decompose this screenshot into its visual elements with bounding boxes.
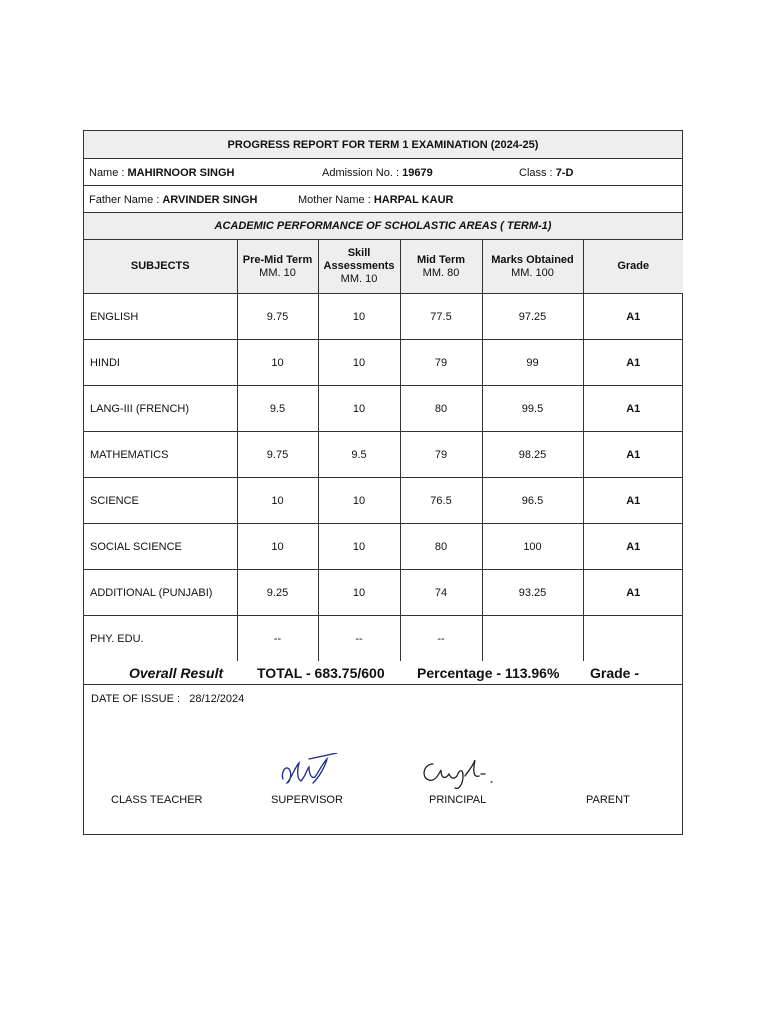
skill-cell: 10	[318, 478, 400, 524]
marks-cell: 98.25	[482, 432, 583, 478]
mid-cell: 76.5	[400, 478, 482, 524]
section-title: ACADEMIC PERFORMANCE OF SCHOLASTIC AREAS ( TERM-1)	[84, 213, 682, 240]
supervisor-label: SUPERVISOR	[271, 794, 343, 806]
student-info-row-1	[84, 159, 682, 186]
marks-cell: 99.5	[482, 386, 583, 432]
mid-cell: 79	[400, 340, 482, 386]
premid-cell: 10	[237, 340, 318, 386]
subject-cell: LANG-III (FRENCH)	[84, 386, 237, 432]
table-row	[84, 294, 683, 340]
premid-cell: 9.5	[237, 386, 318, 432]
table-row	[84, 386, 683, 432]
progress-report	[83, 130, 683, 835]
principal-signature-icon	[419, 756, 501, 792]
mid-cell: 79	[400, 432, 482, 478]
skill-cell: 10	[318, 386, 400, 432]
mid-cell: 74	[400, 570, 482, 616]
mother-name: Mother Name : HARPAL KAUR	[298, 194, 454, 206]
subject-cell: ENGLISH	[84, 294, 237, 340]
marks-table	[84, 240, 683, 662]
subject-cell: SCIENCE	[84, 478, 237, 524]
header-marks: Marks Obtained MM. 100	[482, 240, 583, 294]
overall-total: TOTAL - 683.75/600	[257, 665, 385, 681]
grade-cell: A1	[583, 340, 683, 386]
grade-cell: A1	[583, 570, 683, 616]
grade-cell: A1	[583, 386, 683, 432]
student-class: Class : 7-D	[519, 167, 574, 179]
skill-cell: --	[318, 616, 400, 662]
premid-cell: 10	[237, 524, 318, 570]
overall-result-row	[84, 661, 682, 685]
skill-cell: 9.5	[318, 432, 400, 478]
header-grade: Grade	[583, 240, 683, 294]
marks-cell: 100	[482, 524, 583, 570]
mid-cell: 80	[400, 386, 482, 432]
subject-cell: SOCIAL SCIENCE	[84, 524, 237, 570]
supervisor-signature-icon	[279, 753, 341, 789]
premid-cell: 9.75	[237, 294, 318, 340]
header-skill: Skill Assessments MM. 10	[318, 240, 400, 294]
overall-result-label: Overall Result	[129, 665, 224, 681]
parent-label: PARENT	[586, 794, 630, 806]
student-info-row-2	[84, 186, 682, 213]
grade-cell: A1	[583, 294, 683, 340]
grade-cell: A1	[583, 432, 683, 478]
mid-cell: 80	[400, 524, 482, 570]
header-premid: Pre-Mid Term MM. 10	[237, 240, 318, 294]
premid-cell: 9.25	[237, 570, 318, 616]
principal-label: PRINCIPAL	[429, 794, 487, 806]
subject-cell: MATHEMATICS	[84, 432, 237, 478]
skill-cell: 10	[318, 340, 400, 386]
marks-cell: 93.25	[482, 570, 583, 616]
mid-cell: 77.5	[400, 294, 482, 340]
class-teacher-label: CLASS TEACHER	[111, 794, 203, 806]
marks-cell: 99	[482, 340, 583, 386]
table-row	[84, 524, 683, 570]
grade-cell	[583, 616, 683, 662]
grade-cell: A1	[583, 524, 683, 570]
skill-cell: 10	[318, 294, 400, 340]
student-name: Name : MAHIRNOOR SINGH	[89, 167, 235, 179]
table-row	[84, 432, 683, 478]
father-name: Father Name : ARVINDER SINGH	[89, 194, 258, 206]
skill-cell: 10	[318, 570, 400, 616]
header-subjects: SUBJECTS	[84, 240, 237, 294]
premid-cell: 10	[237, 478, 318, 524]
grade-cell: A1	[583, 478, 683, 524]
premid-cell: --	[237, 616, 318, 662]
mid-cell: --	[400, 616, 482, 662]
admission-number: Admission No. : 19679	[322, 167, 433, 179]
subject-cell: PHY. EDU.	[84, 616, 237, 662]
skill-cell: 10	[318, 524, 400, 570]
marks-cell: 97.25	[482, 294, 583, 340]
table-header-row	[84, 240, 683, 294]
table-row	[84, 340, 683, 386]
report-title: PROGRESS REPORT FOR TERM 1 EXAMINATION (2024-25)	[84, 131, 682, 159]
overall-percentage: Percentage - 113.96%	[417, 665, 560, 681]
subject-cell: ADDITIONAL (PUNJABI)	[84, 570, 237, 616]
overall-grade: Grade -	[590, 665, 640, 681]
premid-cell: 9.75	[237, 432, 318, 478]
marks-cell: 96.5	[482, 478, 583, 524]
subject-cell: HINDI	[84, 340, 237, 386]
table-row	[84, 570, 683, 616]
table-row	[84, 616, 683, 662]
header-mid: Mid Term MM. 80	[400, 240, 482, 294]
table-row	[84, 478, 683, 524]
marks-cell	[482, 616, 583, 662]
date-of-issue: DATE OF ISSUE : 28/12/2024	[91, 693, 245, 705]
